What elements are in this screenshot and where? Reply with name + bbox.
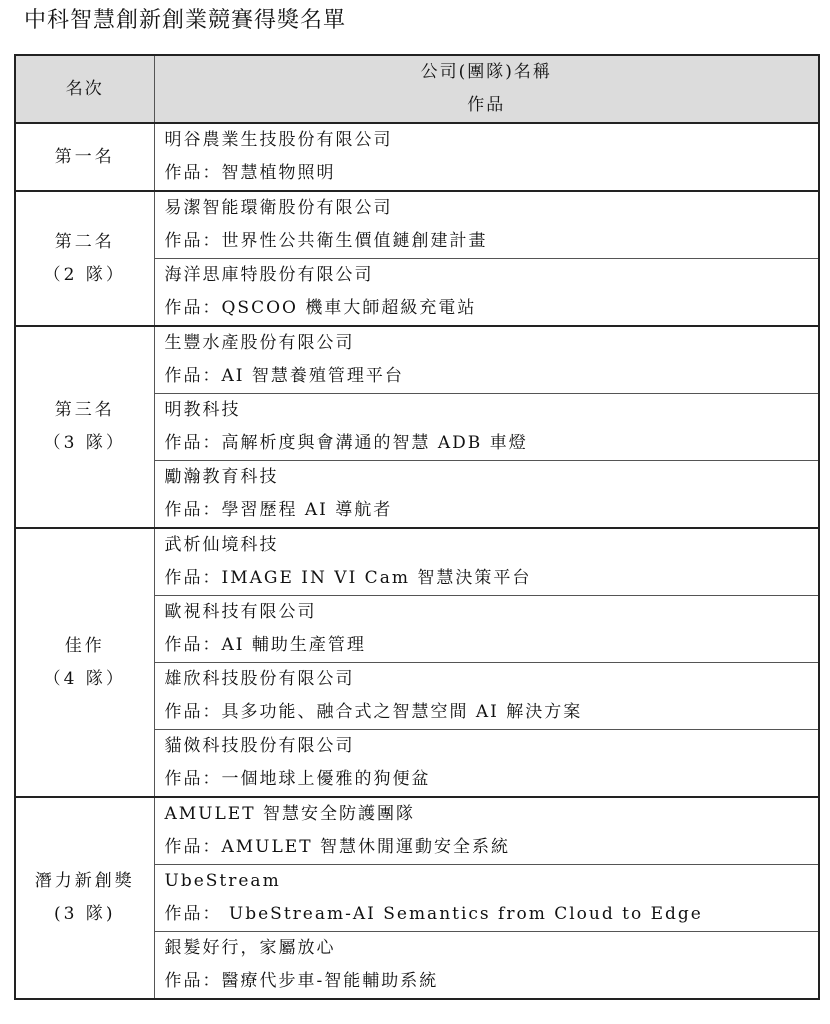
work-title: 作品：世界性公共衛生價值鏈創建計畫 [164, 231, 488, 251]
entry-cell [154, 865, 819, 932]
company-name: 明谷農業生技股份有限公司 [164, 130, 393, 150]
work-title: 作品：醫療代步車-智能輔助系統 [164, 971, 439, 991]
rank-cell-second: 第二名 （2 隊） [15, 191, 154, 326]
document-title: 中科智慧創新創業競賽得獎名單 [24, 8, 347, 33]
company-name: 武析仙境科技 [164, 535, 279, 555]
entry-cell [154, 394, 819, 461]
entry-cell [154, 326, 819, 394]
entry-cell [154, 528, 819, 596]
table-header-row [15, 55, 819, 123]
work-title: 作品：AI 輔助生產管理 [164, 635, 366, 655]
company-name: 海洋思庫特股份有限公司 [164, 265, 374, 285]
entry-cell [154, 730, 819, 798]
work-title: 作品：高解析度與會溝通的智慧 ADB 車燈 [164, 433, 528, 453]
company-name: 貓傚科技股份有限公司 [164, 736, 355, 756]
table-row [15, 797, 819, 865]
company-name: 歐視科技有限公司 [164, 602, 317, 622]
company-name: 銀髮好行，家屬放心 [164, 938, 336, 958]
company-name: 勵瀚教育科技 [164, 467, 279, 487]
company-name: 雄欣科技股份有限公司 [164, 669, 355, 689]
table-row [15, 528, 819, 596]
rank-cell-first: 第一名 [15, 123, 154, 191]
team-column-header [154, 55, 819, 123]
entry-cell [154, 797, 819, 865]
table-row [15, 326, 819, 394]
team-header-line2: 作品 [467, 95, 506, 115]
work-title: 作品：具多功能、融合式之智慧空間 AI 解決方案 [164, 702, 583, 722]
work-title: 作品：AMULET 智慧休閒運動安全系統 [164, 837, 510, 857]
work-title: 作品：一個地球上優雅的狗便盆 [164, 769, 431, 789]
work-title: 作品：智慧植物照明 [164, 163, 336, 183]
company-name: UbeStream [164, 871, 281, 891]
entry-cell [154, 191, 819, 259]
work-title: 作品：AI 智慧養殖管理平台 [164, 366, 404, 386]
company-name: 明教科技 [164, 400, 241, 420]
company-name: 生豐水產股份有限公司 [164, 333, 355, 353]
table-row [15, 123, 819, 191]
entry-cell [154, 259, 819, 327]
work-title: 作品： UbeStream-AI Semantics from Cloud to Edge [164, 904, 703, 924]
work-title: 作品：QSCOO 機車大師超級充電站 [164, 298, 477, 318]
rank-column-header: 名次 [15, 55, 154, 123]
entry-cell [154, 461, 819, 529]
company-name: 易潔智能環衛股份有限公司 [164, 198, 393, 218]
table-row [15, 191, 819, 259]
work-title: 作品：IMAGE IN VI Cam 智慧決策平台 [164, 568, 532, 588]
team-header-line1: 公司(團隊)名稱 [420, 62, 552, 82]
work-title: 作品：學習歷程 AI 導航者 [164, 500, 393, 520]
rank-cell-potential: 潛力新創獎 (3 隊) [15, 797, 154, 999]
entry-cell [154, 663, 819, 730]
rank-cell-third: 第三名 （3 隊） [15, 326, 154, 528]
company-name: AMULET 智慧安全防護團隊 [164, 804, 415, 824]
rank-cell-honorable: 佳作 （4 隊） [15, 528, 154, 797]
entry-cell [154, 123, 819, 191]
entry-cell [154, 932, 819, 1000]
entry-cell [154, 596, 819, 663]
awards-table [14, 54, 820, 1000]
